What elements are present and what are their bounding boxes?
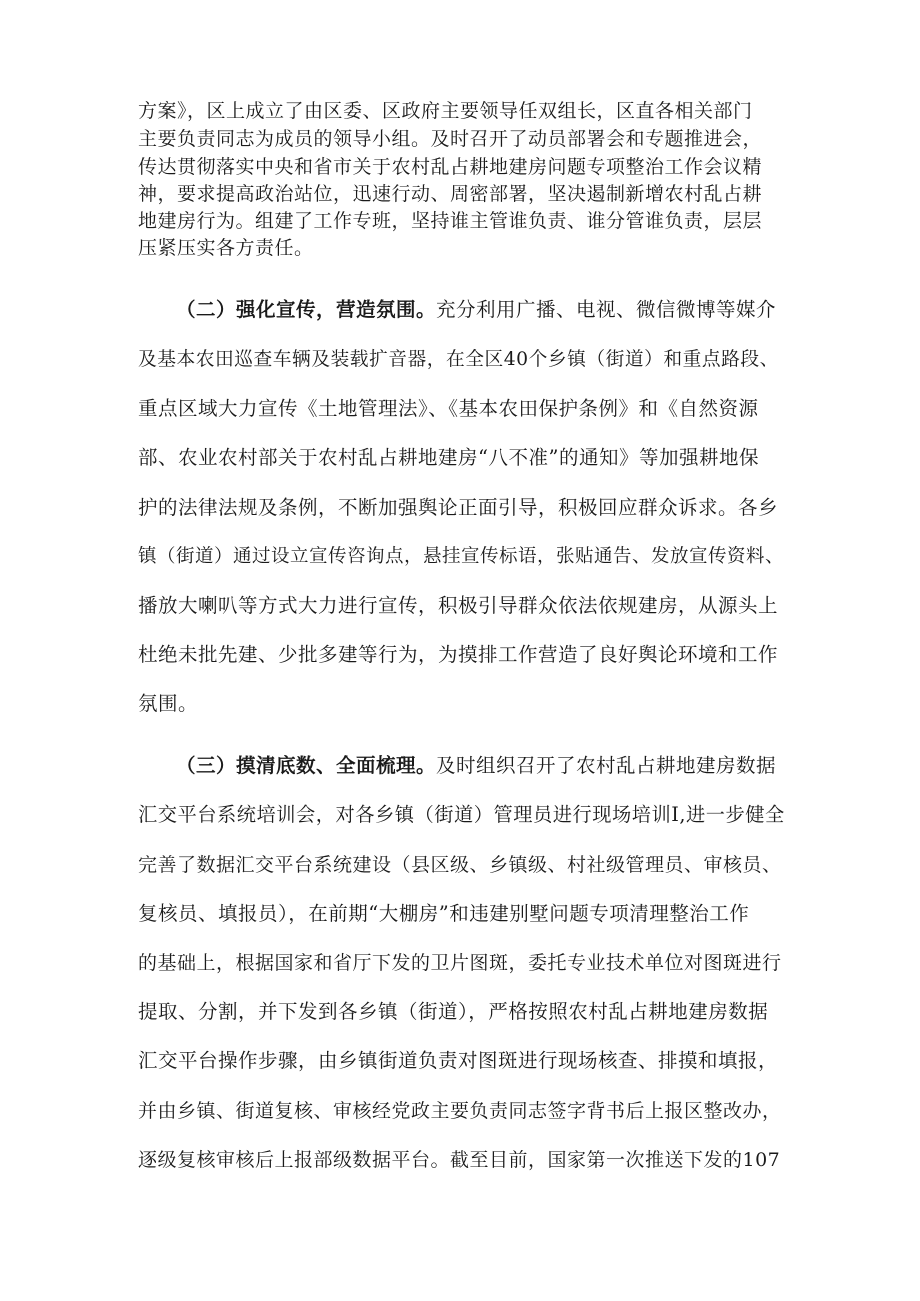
text-line: 氛围。 <box>138 692 199 715</box>
text-line: 并由乡镇、街道复核、审核经党政主要负责同志签字背书后上报区整改办， <box>138 1100 782 1122</box>
text-line: 复核员、填报员），在前期“大棚房”和违建别墅问题专项清理整治工作 <box>138 902 750 925</box>
text-line: 护的法律法规及条例，不断加强舆论正面引导，积极回应群众诉求。各乡 <box>138 496 779 519</box>
text-line: 充分利用广播、电视、微信微博等媒介 <box>436 298 777 321</box>
text-line: 地建房行为。组建了工作专班，坚持谁主管谁负责、谁分管谁负责，层层 <box>138 210 763 232</box>
text-line: 的基础上，根据国家和省厅下发的卫片图斑，委托专业技术单位对图斑进行 <box>138 952 782 974</box>
text-line: 主要负责同志为成员的领导小组。及时召开了动员部署会和专题推进会， <box>138 128 763 150</box>
text-line: 镇（街道）通过设立宣传咨询点，悬挂宣传标语，张贴通告、发放宣传资料、 <box>138 546 785 567</box>
paragraph-first-line <box>176 752 776 780</box>
text-line: 汇交平台操作步骤，由乡镇街道负责对图斑进行现场核查、排摸和填报， <box>138 1049 779 1072</box>
paragraph-first-line <box>176 296 776 324</box>
text-line: 提取、分割，并下发到各乡镇（街道），严格按照农村乱占耕地建房数据 <box>138 1000 769 1023</box>
text-line: 及基本农田巡查车辆及装载扩音器，在全区40个乡镇（街道）和重点路段、 <box>138 349 779 370</box>
section-heading: （三）摸清底数、全面梳理。 <box>176 754 437 777</box>
text-line: 及时组织召开了农村乱占耕地建房数据 <box>436 754 777 777</box>
text-line: 神，要求提高政治站位，迅速行动、周密部署，坚决遏制新增农村乱占耕 <box>138 183 763 205</box>
text-line: 杜绝未批先建、少批多建等行为，为摸排工作营造了良好舆论环境和工作 <box>138 643 779 666</box>
text-line: 汇交平台系统培训会，对各乡镇（街道）管理员进行现场培训I,进一步健全 <box>138 803 785 826</box>
text-line: 重点区域大力宣传《土地管理法》、《基本农田保护条例》和《自然资源 <box>138 397 759 420</box>
section-heading: （二）强化宣传，营造氛围。 <box>176 298 437 321</box>
text-line: 播放大喇叭等方式大力进行宣传，积极引导群众依法依规建房，从源头上 <box>138 594 779 617</box>
text-line: 压紧压实各方责任。 <box>138 237 314 259</box>
text-line: 部、农业农村部关于农村乱占耕地建房“八不准”的通知》等加强耕地保 <box>138 446 759 469</box>
text-line: 方案》，区上成立了由区委、区政府主要领导任双组长，区直各相关部门 <box>138 100 753 122</box>
text-line: 完善了数据汇交平台系统建设（县区级、乡镇级、村社级管理员、审核员、 <box>138 854 782 876</box>
text-line: 传达贯彻落实中央和省市关于农村乱占耕地建房问题专项整治工作会议精 <box>138 156 763 178</box>
text-line: 逐级复核审核后上报部级数据平台。截至目前，国家第一次推送下发的107 <box>138 1149 781 1171</box>
